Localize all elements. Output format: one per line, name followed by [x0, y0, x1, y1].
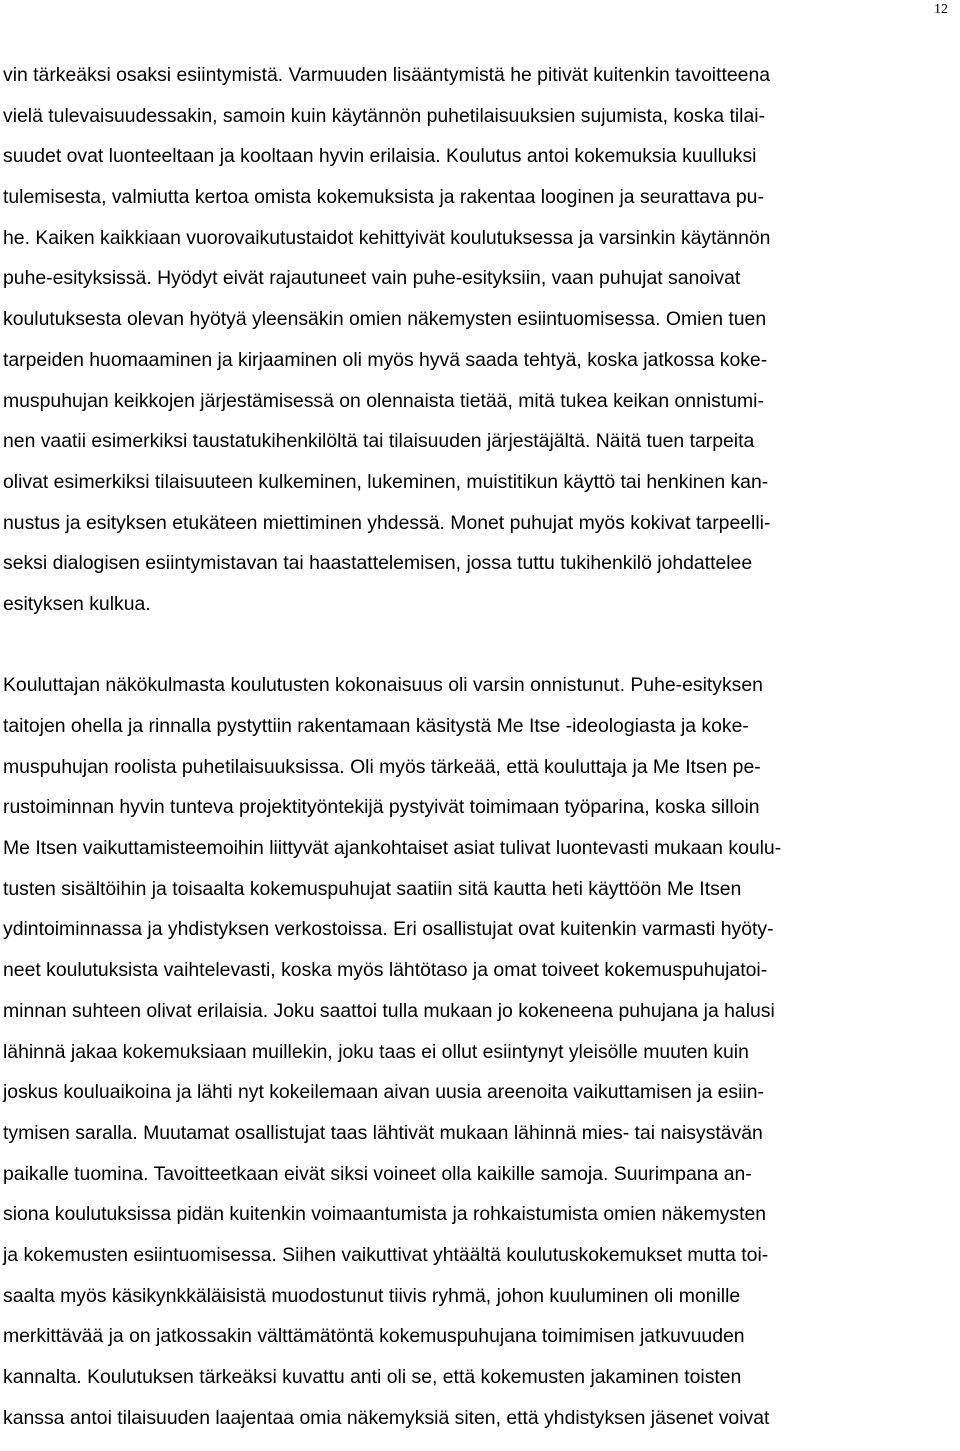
text-line: vin tärkeäksi osaksi esiintymistä. Varmuuden lisääntymistä he pitivät kuitenkin tavoitteena — [3, 64, 771, 86]
text-line: kanssa antoi tilaisuuden laajentaa omia näkemyksiä siten, että yhdistyksen jäsenet voivat — [3, 1406, 770, 1429]
text-line: joskus kouluaikoina ja lähti nyt kokeilemaan aivan uusia areenoita vaikuttamisen ja esiin- — [3, 1081, 764, 1104]
text-line: minnan suhteen olivat erilaisia. Joku saattoi tulla mukaan jo kokeneena puhujana ja halusi — [3, 999, 775, 1022]
text-line: esityksen kulkua. — [3, 592, 151, 615]
text-line: kannalta. Koulutuksen tärkeäksi kuvattu anti oli se, että kokemusten jakaminen toisten — [3, 1366, 742, 1388]
text-line: nen vaatii esimerkiksi taustatukihenkilöltä tai tilaisuuden järjestäjältä. Näitä tuen tarpeita — [3, 430, 755, 453]
text-line: nustus ja esityksen etukäteen miettiminen yhdessä. Monet puhujat myös kokivat tarpeelli- — [3, 511, 771, 534]
paragraph-1 — [3, 55, 953, 625]
text-line: vielä tulevaisuudessakin, samoin kuin käytännön puhetilaisuuksien sujumista, koska tilai- — [3, 104, 766, 127]
text-line: siona koulutuksissa pidän kuitenkin voimaantumista ja rohkaistumista omien näkemysten — [3, 1203, 767, 1226]
text-line: tarpeiden huomaaminen ja kirjaaminen oli myös hyvä saada tehtyä, koska jatkossa koke- — [3, 348, 768, 371]
text-line: ja kokemusten esiintuomisessa. Siihen vaikuttivat yhtäältä koulutuskokemukset mutta toi- — [3, 1243, 769, 1266]
text-line: koulutuksesta olevan hyötyä yleensäkin omien näkemysten esiintuomisessa. Omien tuen — [3, 308, 767, 331]
text-line: seksi dialogisen esiintymistavan tai haastattelemisen, jossa tuttu tukihenkilö johdattelee — [3, 552, 753, 575]
text-line: tymisen saralla. Muutamat osallistujat taas lähtivät mukaan lähinnä mies- tai naisystävän — [3, 1121, 763, 1144]
text-line: tulemisesta, valmiutta kertoa omista kokemuksista ja rakentaa looginen ja seurattava pu- — [3, 186, 764, 209]
text-line: paikalle tuomina. Tavoitteetkaan eivät siksi voineet olla kaikille samoja. Suurimpana an- — [3, 1162, 752, 1185]
text-line: puhe-esityksissä. Hyödyt eivät rajautuneet vain puhe-esityksiin, vaan puhujat sanoivat — [3, 267, 741, 290]
paragraph-spacer — [3, 625, 953, 666]
body-text — [3, 55, 953, 1438]
text-line: muspuhujan keikkojen järjestämisessä on olennaista tietää, mitä tukea keikan onnistumi- — [3, 389, 764, 412]
text-line: lähinnä jakaa kokemuksiaan muillekin, joku taas ei ollut esiintynyt yleisölle muuten kuin — [3, 1040, 749, 1063]
text-line: muspuhujan roolista puhetilaisuuksissa. Oli myös tärkeää, että kouluttaja ja Me Itsen pe- — [3, 755, 761, 778]
text-line: tusten sisältöihin ja toisaalta kokemuspuhujat saatiin sitä kautta heti käyttöön Me Itsen — [3, 877, 742, 900]
text-line: taitojen ohella ja rinnalla pystyttiin rakentamaan käsitystä Me Itse -ideologiasta ja koke- — [3, 715, 749, 737]
text-line: saalta myös käsikynkkäläisistä muodostunut tiivis ryhmä, johon kuuluminen oli monille — [3, 1284, 741, 1307]
text-line: neet koulutuksista vaihtelevasti, koska myös lähtötaso ja omat toiveet kokemuspuhujatoi- — [3, 959, 768, 982]
paragraph-2 — [3, 665, 953, 1438]
text-line: he. Kaiken kaikkiaan vuorovaikutustaidot kehittyivät koulutuksessa ja varsinkin käytännön — [3, 226, 771, 249]
text-line: olivat esimerkiksi tilaisuuteen kulkeminen, lukeminen, muistitikun käyttö tai henkinen kan- — [3, 470, 769, 493]
text-line: suudet ovat luonteeltaan ja kooltaan hyvin erilaisia. Koulutus antoi kokemuksia kuulluksi — [3, 145, 757, 168]
text-line: Me Itsen vaikuttamisteemoihin liittyvät ajankohtaiset asiat tulivat luontevasti mukaan koulu- — [3, 837, 782, 860]
page-number: 12 — [934, 2, 948, 17]
text-line: rustoiminnan hyvin tunteva projektityöntekijä pystyivät toimimaan työparina, koska silloin — [3, 796, 760, 819]
text-line: merkittävää ja on jatkossakin välttämätöntä kokemuspuhujana toimimisen jatkuvuuden — [3, 1325, 745, 1348]
text-line: ydintoiminnassa ja yhdistyksen verkostoissa. Eri osallistujat ovat kuitenkin varmasti hyöty- — [3, 918, 774, 941]
text-line: Kouluttajan näkökulmasta koulutusten kokonaisuus oli varsin onnistunut. Puhe-esityksen — [3, 674, 763, 697]
